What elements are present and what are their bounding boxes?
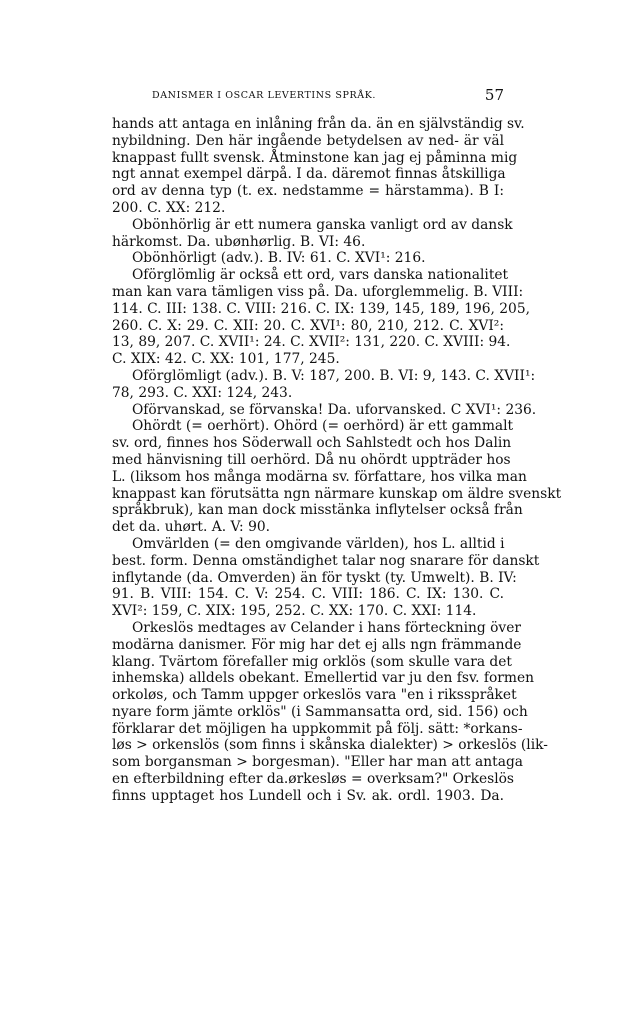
text-line: man kan vara tämligen viss på. Da. uforglemmelig. B. VIII: <box>112 283 524 300</box>
text-line: 13, 89, 207. C. XVII¹: 24. C. XVII²: 131, 220. C. XVIII: 94. <box>112 334 511 351</box>
text-line: nybildning. Den här ingående betydelsen av ned- är väl <box>112 132 504 149</box>
text-line: best. form. Denna omständighet talar nog snarare för danskt <box>112 552 540 569</box>
text-line: med hänvisning till oerhörd. Då nu ohördt uppträder hos <box>112 451 511 468</box>
text-line: ngt annat exempel därpå. I da. däremot finnas åtskilliga <box>112 166 506 183</box>
text-line: förklarar det möjligen ha uppkommit på följ. sätt: *orkans- <box>112 720 523 737</box>
page-number: 57 <box>484 86 504 104</box>
text-line: 78, 293. C. XXI: 124, 243. <box>112 384 293 401</box>
text-line: sv. ord, finnes hos Söderwall och Sahlstedt och hos Dalin <box>112 435 512 452</box>
text-line: Ohördt (= oerhört). Ohörd (= oerhörd) är ett gammalt <box>132 418 514 435</box>
text-line: 114. C. III: 138. C. VIII: 216. C. IX: 139, 145, 189, 196, 205, <box>112 300 531 317</box>
body-text <box>112 116 562 805</box>
text-line: det da. uhørt. A. V: 90. <box>112 519 271 536</box>
page-header <box>112 86 504 106</box>
text-line: 91. B. VIII: 154. C. V: 254. C. VIII: 186. C. IX: 130. C. <box>112 586 504 603</box>
text-line: hands att antaga en inlåning från da. än en självständig sv. <box>112 116 525 132</box>
text-line: som borgansman > borgesman). "Eller har man att antaga <box>112 754 523 771</box>
running-head: DANISMER I OSCAR LEVERTINS SPRÅK. <box>152 90 377 101</box>
text-line: orkoløs, och Tamm uppger orkeslös vara "en i riksspråket <box>112 687 517 704</box>
text-line: Orkeslös medtages av Celander i hans förteckning över <box>132 619 521 636</box>
text-line: inflytande (da. Omverden) än för tyskt (ty. Umwelt). B. IV: <box>112 569 517 586</box>
text-line: knappast kan förutsätta ngn närmare kunskap om äldre svenskt <box>112 485 562 502</box>
text-line: Obönhörlig är ett numera ganska vanligt ord av dansk <box>132 216 513 233</box>
text-line: härkomst. Da. ubønhørlig. B. VI: 46. <box>112 233 366 250</box>
text-line: Oförvanskad, se förvanska! Da. uforvansked. C XVI¹: 236. <box>132 401 537 418</box>
text-line: Oförglömlig är också ett ord, vars danska nationalitet <box>132 267 509 284</box>
text-line: L. (liksom hos många modärna sv. författare, hos vilka man <box>112 468 527 485</box>
text-line: Obönhörligt (adv.). B. IV: 61. C. XVI¹: 216. <box>132 250 426 267</box>
text-line: C. XIX: 42. C. XX: 101, 177, 245. <box>112 351 340 368</box>
text-line: løs > orkenslös (som finns i skånska dialekter) > orkeslös (lik- <box>112 737 548 754</box>
text-line: Omvärlden (= den omgivande världen), hos L. alltid i <box>132 535 505 552</box>
text-line: en efterbildning efter da.ørkesløs = overksam?" Orkeslös <box>112 771 514 788</box>
text-line: klang. Tvärtom förefaller mig orklös (som skulle vara det <box>112 653 512 670</box>
text-line: språkbruk), kan man dock misstänka inflytelser också från <box>112 502 523 519</box>
text-line: 200. C. XX: 212. <box>112 199 226 216</box>
text-line: 260. C. X: 29. C. XII: 20. C. XVI¹: 80, 210, 212. C. XVI²: <box>112 317 504 334</box>
text-line: nyare form jämte orklös" (i Sammansatta ord, sid. 156) och <box>112 703 528 720</box>
text-line: XVI²: 159, C. XIX: 195, 252. C. XX: 170. C. XXI: 114. <box>112 603 477 620</box>
text-line: Oförglömligt (adv.). B. V: 187, 200. B. VI: 9, 143. C. XVII¹: <box>132 367 536 384</box>
text-line: knappast fullt svensk. Åtminstone kan jag ej påminna mig <box>112 149 518 166</box>
text-line: inhemska) alldels obekant. Emellertid var ju den fsv. formen <box>112 670 535 687</box>
text-line: ord av denna typ (t. ex. nedstamme = härstamma). B I: <box>112 183 504 200</box>
text-line: finns upptaget hos Lundell och i Sv. ak. ordl. 1903. Da. <box>112 787 504 804</box>
text-line: modärna danismer. För mig har det ej alls ngn främmande <box>112 636 522 653</box>
